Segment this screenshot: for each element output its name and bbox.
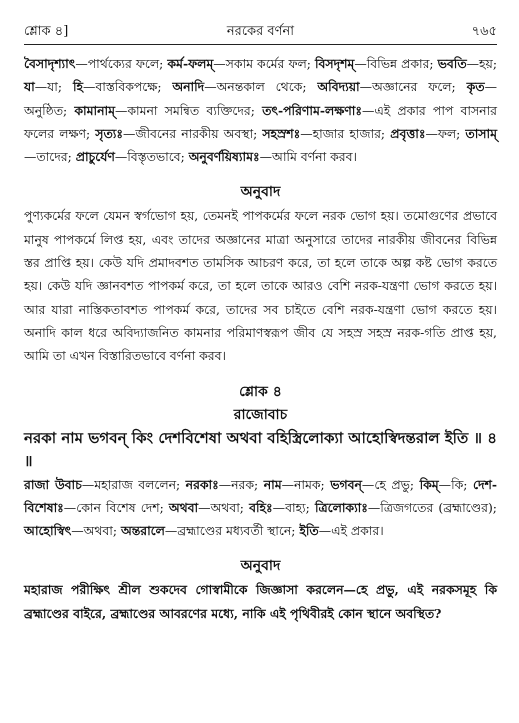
synonym-term: সহস্রশঃ bbox=[262, 125, 301, 141]
translation-text-2: মহারাজ পরীক্ষিৎ শ্রীল শুকদেব গোস্বামীকে জিজ্ঞাসা করলেন—হে প্রভু, এই নরকসমূহ কি ব্রহ্মাণ্ডের বাইরে, ব্রহ্মাণ্ডের আবরণের মধ্যে, নাকি এই পৃথিবীরই কোন স্থানে অবস্থিত? bbox=[24, 582, 497, 621]
synonym-term: কিম্ bbox=[419, 476, 439, 492]
synonym-term: ইতি bbox=[299, 523, 319, 539]
synonym-gloss: —পার্থক্যের ফলে; bbox=[75, 56, 168, 71]
synonym-gloss: —অজ্ঞানের ফলে; bbox=[359, 79, 467, 95]
synonym-gloss: —ত্রিজগতের (ব্রহ্মাণ্ডের); bbox=[367, 499, 497, 515]
synonym-gloss: —বাহ্য; bbox=[272, 499, 315, 515]
synonym-gloss: —নামক; bbox=[281, 476, 331, 492]
synonym-term: কৃত bbox=[466, 79, 485, 95]
synonym-gloss: —অথবা; bbox=[71, 523, 121, 539]
synonym-gloss: —ব্রহ্মাণ্ডের মধ্যবর্তী স্থানে; bbox=[164, 523, 300, 539]
synonym-gloss: —হাজার হাজার; bbox=[300, 125, 391, 141]
synonym-gloss: —হে প্রভু; bbox=[361, 476, 420, 492]
synonym-gloss: —কামনা সমন্বিত ব্যক্তিদের; bbox=[115, 102, 263, 118]
verse-line: নরকা নাম ভগবন্ কিং দেশবিশেষা অথবা বহিস্ত্রিলোক্যা আহোস্বিদন্তরাল ইতি ॥ ৪ ॥ bbox=[24, 428, 497, 470]
synonym-term: কামানাম্ bbox=[74, 102, 115, 118]
synonym-gloss: —বিভিন্ন প্রকার; bbox=[354, 56, 438, 71]
synonyms-text-2 bbox=[24, 473, 497, 543]
translation-paragraph-2 bbox=[24, 578, 497, 625]
synonyms-paragraph-2 bbox=[24, 473, 497, 543]
synonym-gloss: —ফল; bbox=[425, 125, 466, 141]
synonym-gloss: —অনুষ্ঠিত; bbox=[24, 79, 497, 118]
header-chapter-title: নরকের বর্ণনা bbox=[226, 23, 295, 39]
synonym-gloss: —অথবা; bbox=[198, 499, 250, 515]
header-rule bbox=[24, 44, 497, 45]
synonym-gloss: —কি; bbox=[438, 476, 473, 492]
synonym-gloss: —নরক; bbox=[218, 476, 264, 492]
synonym-term: অবিদ্যয়া bbox=[317, 79, 360, 95]
synonym-term: বিসদৃশম্ bbox=[314, 56, 355, 71]
synonym-term: প্রবৃত্তাঃ bbox=[390, 125, 426, 141]
synonym-gloss: —হয়; bbox=[466, 56, 497, 71]
synonym-term: অনুবর্ণয়িষ্যামঃ bbox=[188, 149, 260, 165]
synonym-gloss: —জীবনের নারকীয় অবস্থা; bbox=[122, 125, 263, 141]
synonym-term: রাজা উবাচ bbox=[24, 476, 82, 492]
synonyms-text-1 bbox=[24, 52, 497, 168]
synonym-gloss: —এই প্রকার পাপ বাসনার ফলের লক্ষণ; bbox=[24, 102, 497, 141]
synonym-term: নাম bbox=[263, 476, 282, 492]
verse-number-heading: শ্লোক ৪ bbox=[239, 383, 282, 400]
synonym-term: বহিঃ bbox=[249, 499, 273, 515]
synonym-gloss: —বাস্তবিকপক্ষে; bbox=[83, 79, 173, 95]
verse-text bbox=[24, 427, 497, 473]
synonym-gloss: —মহারাজ বললেন; bbox=[81, 476, 186, 492]
synonym-gloss: —এই প্রকার। bbox=[318, 523, 384, 539]
running-header bbox=[24, 22, 497, 42]
synonym-term: অনাদি bbox=[172, 79, 205, 95]
synonym-term: সৃত্যঃ bbox=[95, 125, 123, 141]
synonym-gloss: —তাদের; bbox=[24, 149, 76, 165]
synonym-term: নরকাঃ bbox=[185, 476, 219, 492]
synonym-term: বৈসাদৃশ্যাৎ bbox=[24, 56, 76, 71]
synonym-term: যা bbox=[24, 79, 35, 95]
synonym-gloss: —যা; bbox=[34, 79, 73, 95]
synonym-gloss: —সকাম কর্মের ফল; bbox=[213, 56, 315, 71]
page-number: ৭৬৫ bbox=[471, 23, 497, 39]
synonym-term: অথবা bbox=[168, 499, 199, 515]
synonym-term: ভগবন্ bbox=[330, 476, 362, 492]
synonym-term: ভবতি bbox=[437, 56, 467, 71]
synonym-term: আহোস্বিৎ bbox=[24, 523, 72, 539]
synonym-term: অন্তরালে bbox=[121, 523, 165, 539]
synonym-term: হি bbox=[72, 79, 83, 95]
header-verse-ref: শ্লোক ৪] bbox=[24, 23, 69, 39]
synonym-gloss: —আমি বর্ণনা করব। bbox=[259, 149, 357, 165]
synonym-gloss: —বিস্তৃতভাবে; bbox=[114, 149, 189, 165]
synonym-gloss: —কোন বিশেষ দেশ; bbox=[63, 499, 169, 515]
translation-text-1: পুণ্যকর্মের ফলে যেমন স্বর্গভোগ হয়, তেমনই পাপকর্মের ফলে নরক ভোগ হয়। তমোগুণের প্রভাবে মানুষ পাপকর্মে লিপ্ত হয়, এবং তাদের অজ্ঞানের মাত্রা অনুসারে তাদের নারকীয় জীবনের বিভিন্ন স্তর প্রাপ্তি হয়। কেউ যদি প্রমাদবশত তামসিক আচরণ করে, তা হলে তাকে অল্প কষ্ট ভোগ করতে হয়। কেউ যদি জ্ঞানবশত পাপকর্ম করে, তা হলে তাকে আরও বেশি নরক-যন্ত্রণা ভোগ করতে হয়। আর যারা নাস্তিকতাবশত পাপকর্ম করে, তাদের সব চাইতে বেশি নরক-যন্ত্রণা ভোগ করতে হয়। অনাদি কাল ধরে অবিদ্যাজনিত কামনার পরিমাণস্বরূপ জীব যে সহস্র সহস্র নরক-গতি প্রাপ্ত হয়, আমি তা এখন বিস্তারিতভাবে বর্ণনা করব। bbox=[24, 208, 497, 364]
synonym-term: কর্ম-ফলম্ bbox=[167, 56, 214, 71]
synonyms-paragraph-1 bbox=[24, 52, 497, 168]
synonym-term: দেশ-বিশেষাঃ bbox=[24, 476, 497, 515]
synonym-term: তৎ-পরিণাম-লক্ষণাঃ bbox=[262, 102, 362, 118]
synonym-gloss: —অনন্তকাল থেকে; bbox=[204, 79, 318, 95]
synonym-term: প্রাচুর্যেণ bbox=[75, 149, 115, 165]
synonym-term: ত্রিলোক্যাঃ bbox=[314, 499, 368, 515]
translation-paragraph-1 bbox=[24, 204, 497, 367]
translation-heading-1: অনুবাদ bbox=[240, 184, 281, 201]
page-content bbox=[24, 52, 497, 625]
speaker-heading: রাজোবাচ bbox=[233, 406, 288, 423]
translation-heading-2: অনুবাদ bbox=[240, 558, 281, 575]
synonym-term: তাসাম্ bbox=[465, 125, 497, 141]
